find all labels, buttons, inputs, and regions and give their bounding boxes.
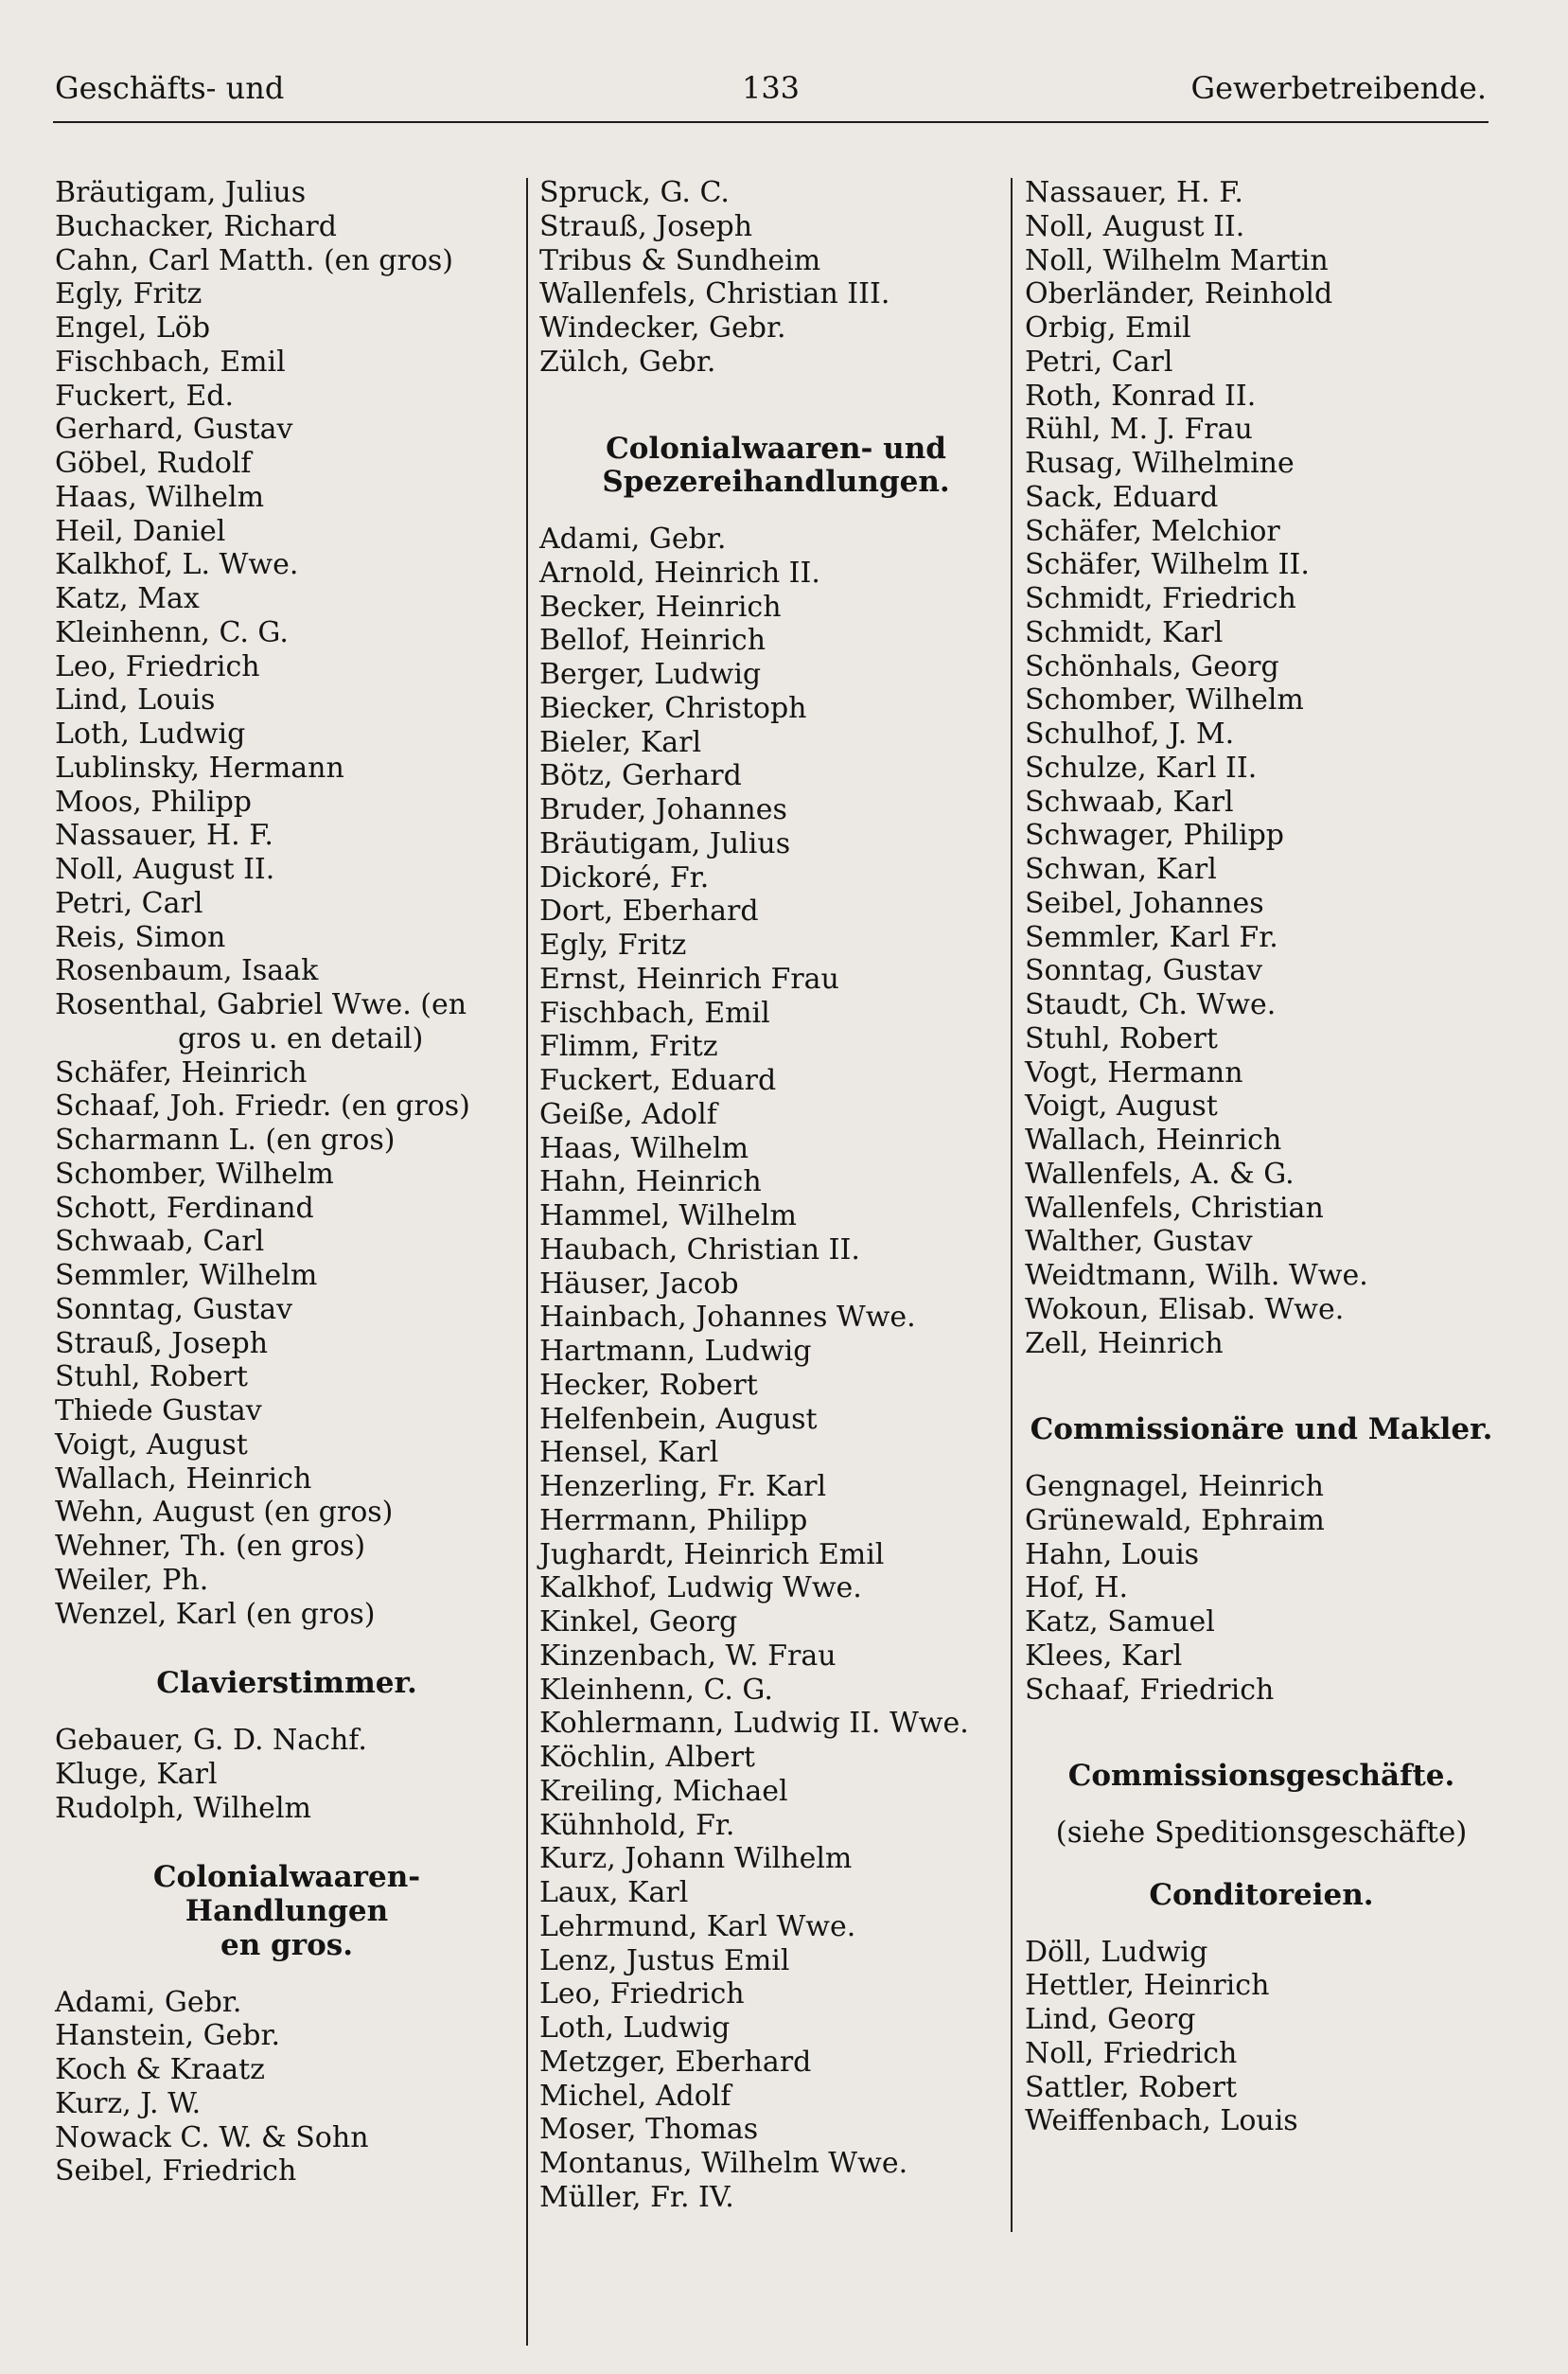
directory-entry: Laux, Karl [539,1876,689,1909]
directory-entry: Vogt, Hermann [1025,1055,1243,1090]
directory-entry: Schmidt, Karl [1025,615,1224,649]
directory-entry: Klees, Karl [1025,1639,1183,1673]
directory-entry: Voigt, August [55,1427,248,1462]
directory-entry: Schott, Ferdinand [55,1191,314,1225]
directory-entry: Haubach, Christian II. [539,1232,860,1267]
directory-entry: Bötz, Gerhard [539,759,742,793]
directory-entry: Katz, Max [55,582,200,615]
directory-entry: Wehn, August (en gros) [55,1496,394,1530]
directory-entry: Lenz, Justus Emil [539,1943,790,1977]
directory-entry: Moos, Philipp [55,785,253,819]
directory-entry: Schäfer, Wilhelm II. [1025,548,1310,582]
directory-entry: Reis, Simon [55,920,226,954]
directory-entry: Michel, Adolf [539,2079,731,2113]
directory-entry: Lehrmund, Karl Wwe. [539,1909,856,1943]
directory-entry: Adami, Gebr. [539,523,727,556]
section-title-clavierstimmer: Clavierstimmer. [156,1666,417,1701]
column-2 [539,176,1013,2215]
directory-entry: Helfenbein, August [539,1402,818,1436]
section-title-commissionaere: Commissionäre und Makler. [1030,1412,1493,1447]
listing-group [1025,1936,1498,2139]
directory-entry: Schönhals, Georg [1025,649,1279,683]
directory-entry: Katz, Samuel [1025,1605,1215,1639]
column-1 [55,176,519,2188]
directory-entry: Heil, Daniel [55,514,226,548]
directory-entry: Bruder, Johannes [539,793,787,826]
section-title-conditoreien: Conditoreien. [1149,1877,1374,1912]
directory-entry: Rudolph, Wilhelm [55,1791,311,1825]
directory-entry: Grünewald, Ephraim [1025,1503,1325,1537]
directory-entry: Henzerling, Fr. Karl [539,1470,827,1503]
listing-group [539,523,1013,2215]
directory-entry: Noll, August II. [55,853,275,886]
directory-entry: Ernst, Heinrich Frau [539,962,839,996]
directory-entry: Loth, Ludwig [55,718,246,751]
directory-entry: Rusag, Wilhelmine [1025,447,1295,480]
page-number: 133 [741,70,801,106]
directory-entry: Kleinhenn, C. G. [55,615,289,649]
directory-entry: Haas, Wilhelm [539,1131,749,1165]
directory-entry: Kluge, Karl [55,1757,218,1791]
directory-entry: Kalkhof, L. Wwe. [55,548,299,582]
directory-entry: Engel, Löb [55,311,211,345]
directory-entry: Hainbach, Johannes Wwe. [539,1301,916,1335]
directory-entry: Seibel, Friedrich [55,2154,297,2188]
directory-entry: Leo, Friedrich [55,649,260,683]
directory-entry: Kleinhenn, C. G. [539,1673,773,1707]
directory-entry: Fuckert, Ed. [55,379,234,413]
directory-entry: Montanus, Wilhelm Wwe. [539,2147,908,2180]
directory-entry: Egly, Fritz [539,929,687,962]
section-title-colonial-spezerei: Colonialwaaren- und [606,431,946,466]
directory-entry: Döll, Ludwig [1025,1935,1208,1969]
directory-entry: Weidtmann, Wilh. Wwe. [1025,1259,1368,1292]
directory-entry: Rosenbaum, Isaak [55,954,319,988]
directory-entry: Flimm, Fritz [539,1030,718,1064]
directory-entry: Kurz, J. W. [55,2086,202,2120]
directory-entry: Petri, Carl [1025,345,1173,379]
header-left-title: Geschäfts- und [55,70,285,106]
directory-entry: Voigt, August [1025,1090,1218,1124]
directory-entry: Buchacker, Richard [55,209,337,243]
directory-entry: Hahn, Heinrich [539,1165,762,1199]
directory-entry: Strauß, Joseph [55,1326,269,1360]
directory-entry: Gerhard, Gustav [55,413,293,447]
directory-entry: Lind, Georg [1025,2003,1196,2036]
directory-entry: Koch & Kraatz [55,2053,265,2086]
listing-group [1025,1470,1498,1707]
directory-entry: Schaaf, Friedrich [1025,1673,1275,1707]
directory-entry: Rühl, M. J. Frau [1025,413,1253,447]
section-title-colonial-en-gros: Colonialwaaren-Handlungen [152,1860,421,1928]
page-header [55,70,1487,127]
directory-entry: Sattler, Robert [1025,2070,1238,2104]
directory-entry: Nowack C. W. & Sohn [55,2120,369,2154]
directory-entry: Schaaf, Joh. Friedr. (en gros) [55,1090,470,1124]
directory-entry: Scharmann L. (en gros) [55,1124,396,1157]
directory-entry: Kalkhof, Ludwig Wwe. [539,1571,862,1605]
directory-entry: Petri, Carl [55,886,203,920]
directory-entry: Noll, Wilhelm Martin [1025,243,1329,277]
directory-entry: Schwaab, Karl [1025,785,1234,819]
directory-entry: Gengnagel, Heinrich [1025,1470,1324,1503]
header-right-title: Gewerbetreibende. [1190,70,1487,106]
directory-entry: Metzger, Eberhard [539,2045,812,2079]
directory-entry: Hof, H. [1025,1571,1129,1605]
directory-entry: Windecker, Gebr. [539,311,786,345]
directory-entry: Kohlermann, Ludwig II. Wwe. [539,1707,969,1741]
directory-entry: Biecker, Christoph [539,691,807,725]
directory-entry: Stuhl, Robert [1025,1021,1218,1055]
directory-entry: Fuckert, Eduard [539,1064,777,1097]
listing-group [539,176,1013,380]
directory-entry: Hecker, Robert [539,1368,758,1402]
directory-entry: Geiße, Adolf [539,1097,717,1131]
directory-entry: Leo, Friedrich [539,1977,745,2011]
directory-entry: Spruck, G. C. [539,176,730,209]
directory-entry: Kinkel, Georg [539,1605,738,1639]
listing-group [1025,176,1498,1360]
directory-entry: Nassauer, H. F. [55,819,273,853]
directory-entry: Roth, Konrad II. [1025,379,1257,413]
directory-entry: Thiede Gustav [55,1394,262,1427]
directory-entry: Egly, Fritz [55,277,203,311]
column-divider-1 [526,178,528,2346]
directory-entry: Tribus & Sundheim [539,243,821,277]
listing-group [55,1724,519,1825]
directory-entry: Seibel, Johannes [1025,886,1264,920]
directory-entry: Wokoun, Elisab. Wwe. [1025,1292,1345,1326]
directory-entry: Bräutigam, Julius [539,826,791,860]
directory-entry: Noll, August II. [1025,209,1245,243]
directory-entry: Schomber, Wilhelm [1025,683,1304,718]
directory-entry: Hammel, Wilhelm [539,1199,797,1232]
listing-group [55,176,519,1631]
directory-entry: Becker, Heinrich [539,590,782,624]
directory-entry: Schwager, Philipp [1025,819,1285,853]
directory-entry: Bieler, Karl [539,725,702,759]
directory-entry: Wallach, Heinrich [1025,1124,1282,1157]
directory-entry: Staudt, Ch. Wwe. [1025,988,1277,1021]
directory-entry: Hartmann, Ludwig [539,1335,812,1368]
directory-entry: Weiler, Ph. [55,1563,209,1597]
section-title-colonial-spezerei-line2: Spezereihandlungen. [602,465,950,500]
directory-entry: Schomber, Wilhelm [55,1157,334,1191]
directory-entry: Wenzel, Karl (en gros) [55,1597,376,1631]
directory-entry: Walther, Gustav [1025,1225,1253,1259]
directory-entry: Rosenthal, Gabriel Wwe. (en [55,988,467,1021]
directory-entry: Kurz, Johann Wilhelm [539,1842,853,1876]
directory-entry: Wallenfels, Christian III. [539,277,890,311]
directory-entry: Sonntag, Gustav [1025,954,1263,988]
directory-entry: Haas, Wilhelm [55,480,265,514]
column-3 [1025,176,1498,2138]
directory-entry: Wallenfels, Christian [1025,1191,1324,1225]
directory-entry: Bräutigam, Julius [55,176,307,209]
directory-entry: Zülch, Gebr. [539,345,716,379]
header-rule [53,121,1489,123]
directory-entry: Adami, Gebr. [55,1985,242,2019]
directory-entry: Lind, Louis [55,683,216,718]
directory-entry: Berger, Ludwig [539,658,762,691]
directory-entry: Fischbach, Emil [55,345,286,379]
directory-entry: Sonntag, Gustav [55,1292,293,1326]
directory-entry: Orbig, Emil [1025,311,1191,345]
directory-entry: Noll, Friedrich [1025,2036,1238,2070]
directory-entry: Strauß, Joseph [539,209,753,243]
directory-entry: Köchlin, Albert [539,1741,755,1774]
directory-entry: Kreiling, Michael [539,1774,788,1808]
directory-entry: Oberländer, Reinhold [1025,277,1333,311]
directory-entry: Schmidt, Friedrich [1025,582,1296,615]
directory-entry: Hahn, Louis [1025,1537,1200,1571]
directory-entry: Schwaab, Carl [55,1225,265,1259]
directory-entry: Schulhof, J. M. [1025,718,1235,751]
directory-entry: Häuser, Jacob [539,1267,739,1301]
directory-entry-continuation: gros u. en detail) [178,1021,424,1055]
directory-entry: Fischbach, Emil [539,996,770,1030]
directory-entry: Schwan, Karl [1025,853,1217,886]
directory-entry: Schulze, Karl II. [1025,751,1258,785]
directory-entry: Semmler, Wilhelm [55,1259,318,1292]
section-title-commissionsgeschaefte: Commissionsgeschäfte. [1067,1759,1455,1794]
directory-entry: Herrmann, Philipp [539,1503,808,1537]
directory-entry: Müller, Fr. IV. [539,2180,734,2214]
directory-entry: Cahn, Carl Matth. (en gros) [55,243,453,277]
directory-entry: Semmler, Karl Fr. [1025,920,1278,954]
directory-entry: Dickoré, Fr. [539,860,710,895]
directory-entry: Lublinsky, Hermann [55,751,344,785]
directory-entry: Moser, Thomas [539,2113,759,2147]
directory-entry: Hettler, Heinrich [1025,1969,1270,2003]
directory-entry: Weiffenbach, Louis [1025,2104,1298,2138]
directory-entry: Göbel, Rudolf [55,447,252,480]
directory-entry: Arnold, Heinrich II. [539,556,820,590]
directory-entry: Kühnhold, Fr. [539,1808,735,1842]
directory-entry: Hensel, Karl [539,1436,719,1470]
directory-entry: Kinzenbach, W. Frau [539,1639,837,1673]
directory-entry: Loth, Ludwig [539,2011,731,2045]
directory-entry: Jughardt, Heinrich Emil [539,1537,885,1571]
directory-entry: Wallach, Heinrich [55,1462,312,1496]
listing-group [55,1986,519,2189]
directory-entry: Nassauer, H. F. [1025,176,1243,209]
directory-entry: Hanstein, Gebr. [55,2019,281,2053]
directory-entry: Bellof, Heinrich [539,624,766,658]
directory-entry: Sack, Eduard [1025,480,1219,514]
directory-entry: Gebauer, G. D. Nachf. [55,1724,367,1757]
directory-entry: Schäfer, Heinrich [55,1055,308,1090]
section-note-see-spedition: (siehe Speditionsgeschäfte) [1055,1816,1468,1850]
directory-entry: Dort, Eberhard [539,895,759,929]
directory-entry: Wallenfels, A. & G. [1025,1157,1295,1191]
directory-entry: Zell, Heinrich [1025,1326,1224,1360]
directory-entry: Wehner, Th. (en gros) [55,1530,366,1563]
directory-entry: Stuhl, Robert [55,1360,248,1394]
directory-entry: Schäfer, Melchior [1025,514,1280,548]
section-title-colonial-en-gros-line2: en gros. [220,1927,353,1962]
